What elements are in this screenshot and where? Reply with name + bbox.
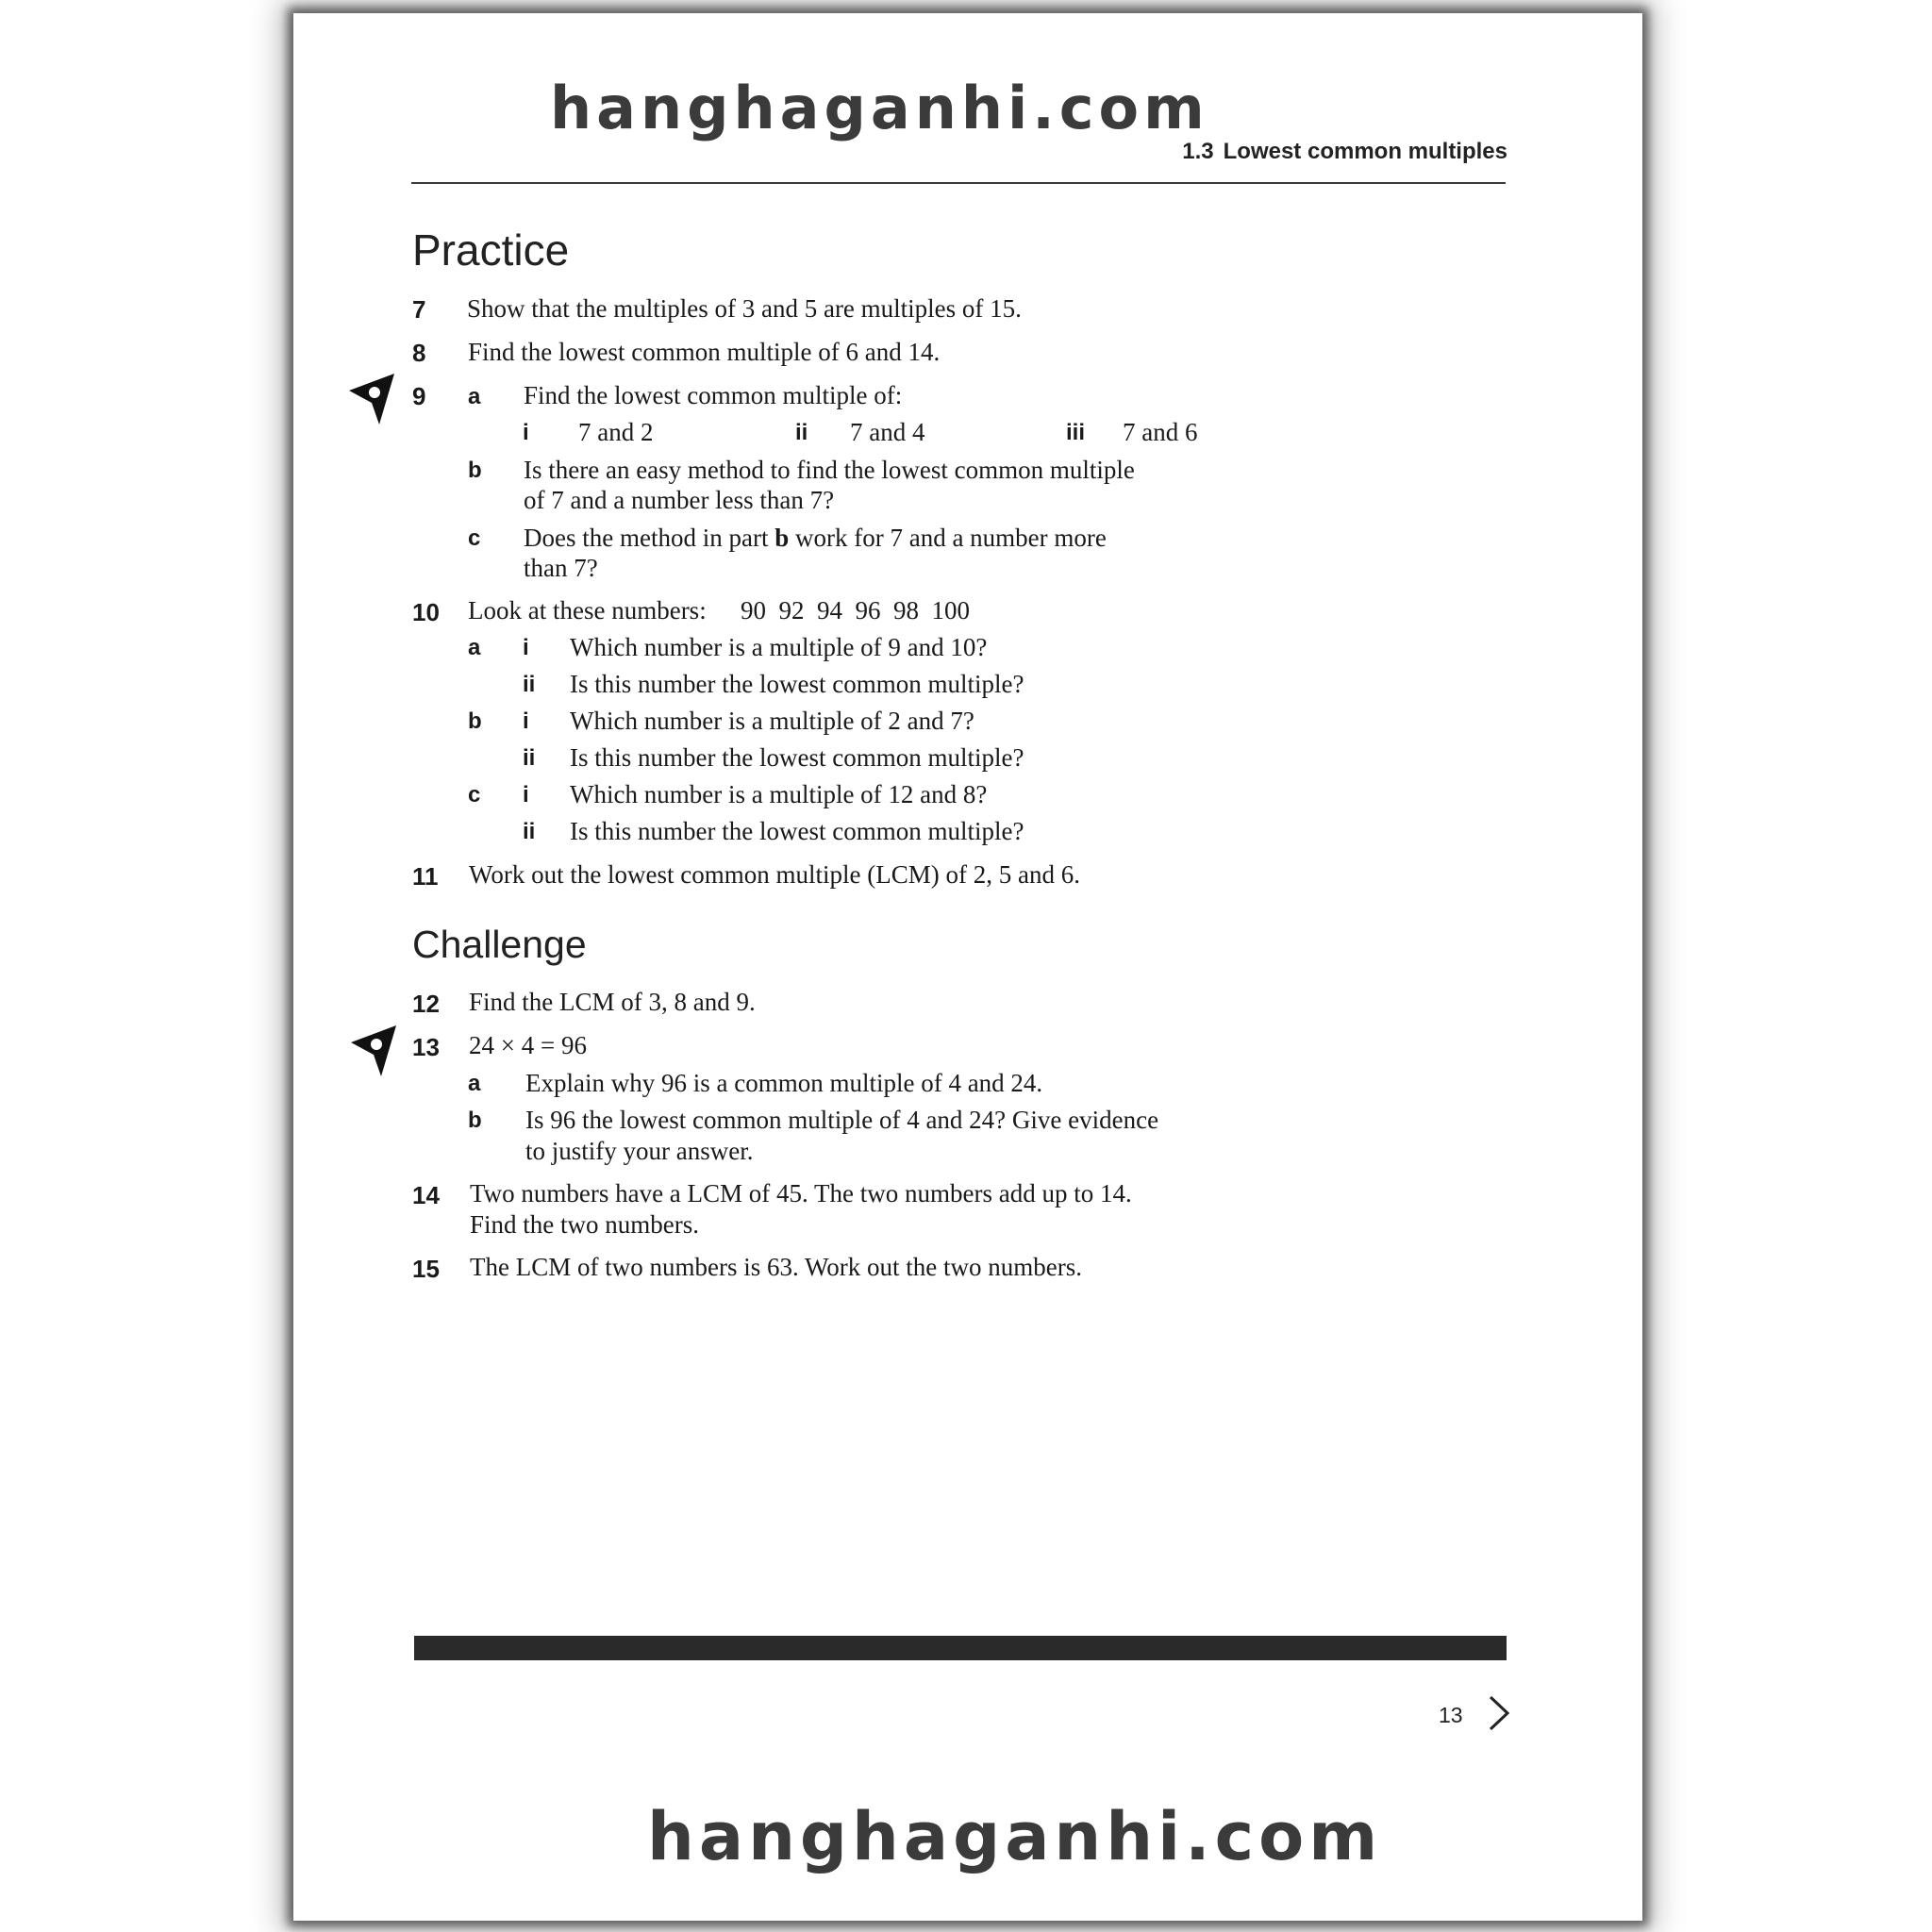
question-text: Work out the lowest common multiple (LCM) of 2, 5 and 6. <box>469 860 1080 889</box>
subpart-text: Is this number the lowest common multiple? <box>570 670 1024 698</box>
question-equation: 24 × 4 = 96 <box>469 1031 587 1059</box>
part-text-segment: work for 7 and a number more <box>789 524 1107 552</box>
part-text: Find the lowest common multiple of: <box>524 381 903 409</box>
part-label: c <box>468 525 481 551</box>
part-label: b <box>468 708 482 734</box>
part-text-continued: than 7? <box>524 554 598 582</box>
part-label: a <box>468 635 481 660</box>
number-list: 90 92 94 96 98 100 <box>741 596 970 625</box>
subpart-label: ii <box>523 672 536 697</box>
watermark-top: hanghaganhi.com <box>550 74 1209 142</box>
option-label: i <box>523 420 529 445</box>
page-number: 13 <box>1439 1703 1463 1727</box>
option-label: iii <box>1066 420 1086 445</box>
subpart-label: i <box>523 635 529 660</box>
part-reference: b <box>774 524 790 552</box>
part-text: Is there an easy method to find the lowest common multiple <box>524 456 1135 484</box>
subpart-text: Which number is a multiple of 9 and 10? <box>570 633 988 661</box>
subpart-text: Is this number the lowest common multiple? <box>570 743 1024 772</box>
question-number: 10 <box>412 598 440 626</box>
subpart-text: Which number is a multiple of 12 and 8? <box>570 780 988 808</box>
part-text: Is 96 the lowest common multiple of 4 and 24? Give evidence <box>525 1106 1159 1134</box>
question-text: Look at these numbers: <box>468 596 707 625</box>
watermark-bottom: hanghaganhi.com <box>647 1798 1383 1875</box>
subpart-label: i <box>523 708 529 734</box>
chevron-right-icon[interactable] <box>1487 1694 1511 1732</box>
question-text: Two numbers have a LCM of 45. The two numbers add up to 14. <box>470 1179 1132 1208</box>
question-text-continued: Find the two numbers. <box>470 1210 699 1239</box>
footer-bar <box>414 1636 1507 1660</box>
part-text-continued: of 7 and a number less than 7? <box>524 486 835 514</box>
section-number: 1.3 <box>1182 139 1214 164</box>
question-text: Show that the multiples of 3 and 5 are multiples of 15. <box>467 294 1022 323</box>
question-number: 15 <box>412 1255 440 1283</box>
option-label: ii <box>795 420 808 445</box>
part-label: a <box>468 384 481 409</box>
subpart-label: ii <box>523 745 536 771</box>
part-text <box>524 525 1107 551</box>
part-label: a <box>468 1071 481 1096</box>
option-text: 7 and 2 <box>578 418 654 446</box>
part-label: c <box>468 782 481 808</box>
option-text: 7 and 6 <box>1123 418 1198 446</box>
challenge-heading: Challenge <box>412 923 587 966</box>
thinking-skills-icon <box>347 372 400 425</box>
part-text: Explain why 96 is a common multiple of 4 and 24. <box>525 1069 1043 1097</box>
question-number: 13 <box>412 1033 440 1061</box>
part-label: b <box>468 458 482 483</box>
part-label: b <box>468 1108 482 1133</box>
question-text: Find the lowest common multiple of 6 and 14. <box>468 338 941 366</box>
section-title: Lowest common multiples <box>1223 139 1507 164</box>
question-number: 7 <box>412 295 426 324</box>
question-number: 9 <box>412 382 426 410</box>
question-number: 8 <box>412 339 426 367</box>
subpart-text: Which number is a multiple of 2 and 7? <box>570 707 974 735</box>
question-text: The LCM of two numbers is 63. Work out the two numbers. <box>470 1253 1083 1281</box>
option-text: 7 and 4 <box>850 418 925 446</box>
practice-heading: Practice <box>412 225 570 275</box>
subpart-label: i <box>523 782 529 808</box>
part-text-continued: to justify your answer. <box>525 1137 754 1165</box>
subpart-label: ii <box>523 819 536 844</box>
question-number: 14 <box>412 1181 440 1209</box>
question-number: 12 <box>412 990 440 1018</box>
thinking-skills-icon <box>349 1024 402 1076</box>
subpart-text: Is this number the lowest common multiple? <box>570 817 1024 845</box>
header-rule <box>411 182 1506 184</box>
part-text-segment: Does the method in part <box>524 524 775 552</box>
section-header <box>1182 139 1507 165</box>
question-text: Find the LCM of 3, 8 and 9. <box>469 988 756 1016</box>
question-number: 11 <box>412 862 439 891</box>
